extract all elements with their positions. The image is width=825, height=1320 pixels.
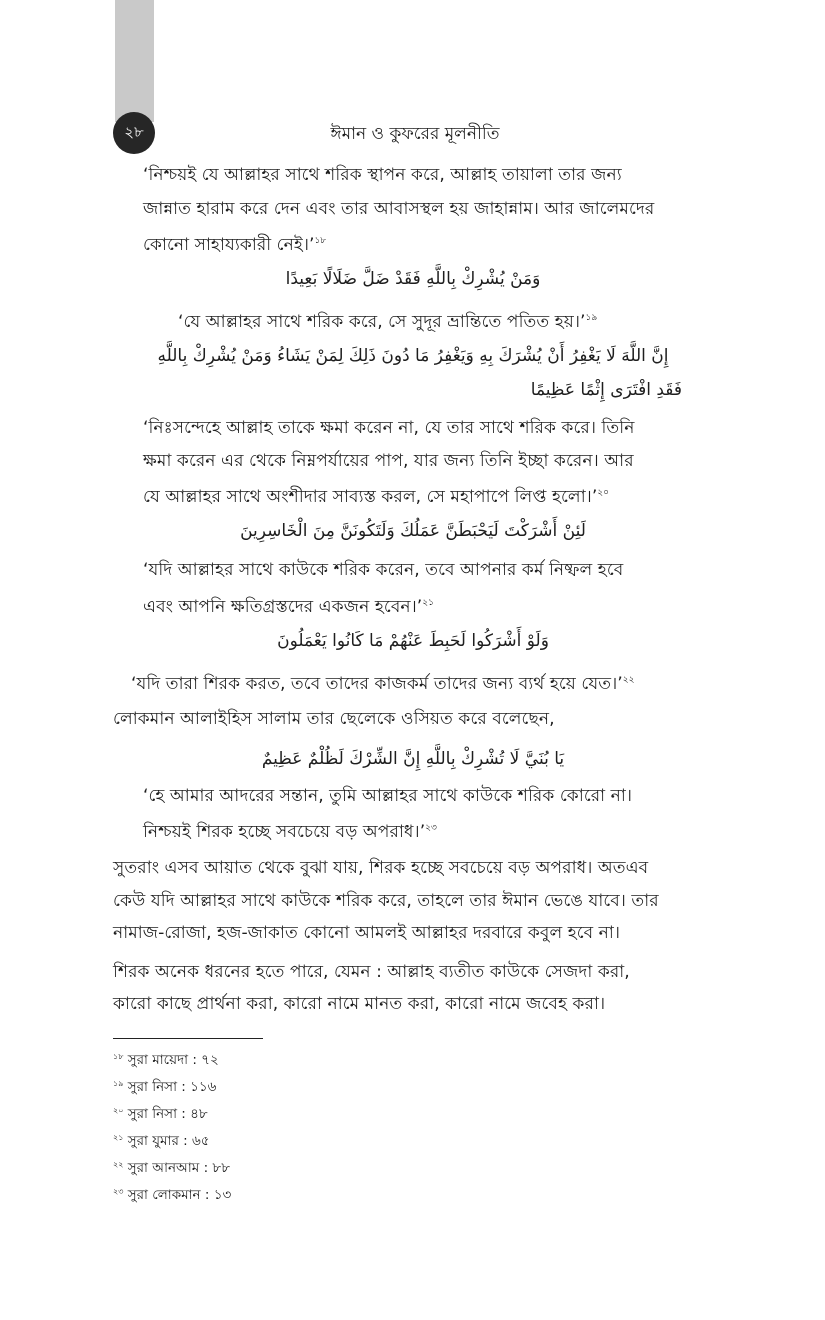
quote-line <box>143 480 609 510</box>
chapter-side-tab <box>115 0 154 122</box>
footnote-text: সুরা মায়েদা : ৭২ <box>127 1052 219 1068</box>
quote-text: ‘যদি তারা শিরক করত, তবে তাদের কাজকর্ম তাদের জন্য ব্যর্থ হয়ে যেত।’ <box>131 674 623 694</box>
arabic-verse: إِنَّ اللَّهَ لَا يَغْفِرُ أَنْ يُشْرَكَ بِهِ وَيَغْفِرُ مَا دُونَ ذَلِكَ لِمَنْ يَشَاءُ وَمَنْ يُشْرِكْ بِاللَّهِ <box>157 346 669 366</box>
footnote <box>113 1047 219 1070</box>
footnote <box>113 1155 230 1178</box>
footnote-number: ২২ <box>113 1160 124 1169</box>
quote-text: ‘যে আল্লাহর সাথে শরিক করে, সে সুদূর ভ্রান্তিতে পতিত হয়।’ <box>178 312 586 332</box>
footnote <box>113 1101 208 1124</box>
footnote-ref: ২৩ <box>425 823 437 833</box>
footnote-number: ২০ <box>113 1106 124 1115</box>
quote-text: যে আল্লাহর সাথে অংশীদার সাব্যস্ত করল, সে মহাপাপে লিপ্ত হলো।’ <box>143 487 598 507</box>
body-paragraph-line: সুতরাং এসব আয়াত থেকে বুঝা যায়, শিরক হচ্ছে সবচেয়ে বড় অপরাধ। অতএব <box>113 858 649 878</box>
footnote-separator <box>113 1038 263 1039</box>
footnote-ref: ১৯ <box>585 313 598 323</box>
footnote-number: ১৮ <box>113 1052 124 1061</box>
footnote-text: সুরা লোকমান : ১৩ <box>127 1187 232 1203</box>
footnote-ref: ২২ <box>622 675 635 685</box>
footnote-ref: ২০ <box>597 488 610 498</box>
arabic-verse: وَلَوْ أَشْرَكُوا لَحَبِطَ عَنْهُمْ مَا كَانُوا يَعْمَلُونَ <box>277 631 549 651</box>
page-number-badge: ২৮ <box>113 112 155 154</box>
footnote-ref: ২১ <box>422 598 434 608</box>
quote-line: ‘নিশ্চয়ই যে আল্লাহর সাথে শরিক স্থাপন করে, আল্লাহ তায়ালা তার জন্য <box>143 165 622 185</box>
quote-line <box>143 228 326 258</box>
arabic-verse: فَقَدِ افْتَرَى إِثْمًا عَظِيمًا <box>530 380 682 400</box>
quote-text: এবং আপনি ক্ষতিগ্রস্তদের একজন হবেন।’ <box>143 597 423 617</box>
footnote-number: ১৯ <box>113 1079 124 1088</box>
footnote <box>113 1074 216 1097</box>
quote-line: জান্নাত হারাম করে দেন এবং তার আবাসস্থল হয় জাহান্নাম। আর জালেমদের <box>143 199 655 219</box>
quote-text: নিশ্চয়ই শিরক হচ্ছে সবচেয়ে বড় অপরাধ।’ <box>143 822 426 842</box>
footnote-number: ২১ <box>113 1133 124 1142</box>
body-paragraph-line: শিরক অনেক ধরনের হতে পারে, যেমন : আল্লাহ ব্যতীত কাউকে সেজদা করা, <box>113 962 630 982</box>
footnote-text: সুরা নিসা : ৪৮ <box>127 1106 208 1122</box>
quote-line: ক্ষমা করেন এর থেকে নিম্নপর্যায়ের পাপ, যার জন্য তিনি ইচ্ছা করেন। আর <box>143 451 634 471</box>
footnote-text: সুরা আনআম : ৮৮ <box>127 1160 230 1176</box>
quote-line <box>178 305 597 335</box>
body-paragraph-line: নামাজ-রোজা, হজ-জাকাত কোনো আমলই আল্লাহর দরবারে কবুল হবে না। <box>113 923 621 943</box>
quote-line <box>143 590 434 620</box>
quote-line <box>131 667 634 697</box>
footnote-text: সুরা নিসা : ১১৬ <box>127 1079 217 1095</box>
footnote-number: ২৩ <box>113 1187 124 1196</box>
arabic-verse: يَا بُنَيَّ لَا تُشْرِكْ بِاللَّهِ إِنَّ الشِّرْكَ لَظُلْمٌ عَظِيمٌ <box>261 749 565 769</box>
footnote-ref: ১৮ <box>314 236 327 246</box>
quote-line: ‘নিঃসন্দেহে আল্লাহ তাকে ক্ষমা করেন না, যে তার সাথে শরিক করে। তিনি <box>143 418 635 438</box>
quote-line <box>143 815 437 845</box>
arabic-verse: لَئِنْ أَشْرَكْتَ لَيَحْبَطَنَّ عَمَلُكَ وَلَتَكُونَنَّ مِنَ الْخَاسِرِينَ <box>240 521 586 541</box>
arabic-verse: وَمَنْ يُشْرِكْ بِاللَّهِ فَقَدْ ضَلَّ ضَلَالًا بَعِيدًا <box>285 269 541 289</box>
body-paragraph-line: কেউ যদি আল্লাহর সাথে কাউকে শরিক করে, তাহলে তার ঈমান ভেঙে যাবে। তার <box>113 891 659 911</box>
body-paragraph-line: লোকমান আলাইহিস সালাম তার ছেলেকে ওসিয়ত করে বলেছেন, <box>113 709 555 729</box>
footnote-text: সুরা যুমার : ৬৫ <box>127 1133 210 1149</box>
footnote <box>113 1128 210 1151</box>
footnote <box>113 1182 231 1205</box>
quote-line: ‘হে আমার আদরের সন্তান, তুমি আল্লাহর সাথে কাউকে শরিক কোরো না। <box>143 786 633 806</box>
body-paragraph-line: কারো কাছে প্রার্থনা করা, কারো নামে মানত করা, কারো নামে জবেহ করা। <box>113 994 606 1014</box>
running-title: ঈমান ও কুফরের মূলনীতি <box>330 124 500 144</box>
quote-text: কোনো সাহায্যকারী নেই।’ <box>143 235 315 255</box>
quote-line: ‘যদি আল্লাহর সাথে কাউকে শরিক করেন, তবে আপনার কর্ম নিষ্ফল হবে <box>143 560 624 580</box>
